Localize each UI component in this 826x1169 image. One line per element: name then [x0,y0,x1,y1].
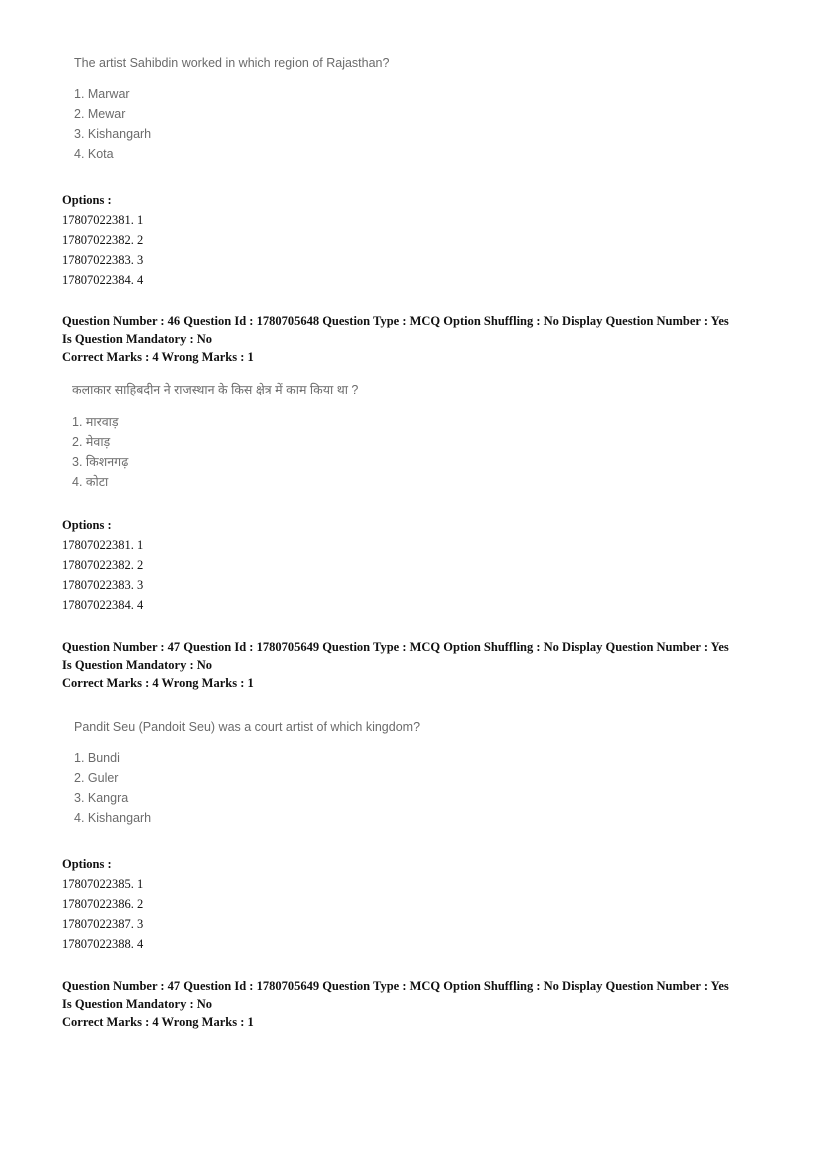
marks-line: Correct Marks : 4 Wrong Marks : 1 [62,1015,254,1029]
option-id: 17807022386. 2 [62,897,144,911]
options-label: Options : [62,857,112,871]
question-meta [62,312,782,366]
option-id: 17807022385. 1 [62,877,144,891]
option-id: 17807022382. 2 [62,558,144,572]
option-id: 17807022381. 1 [62,213,144,227]
choice-item: 4. कोटा [72,475,109,489]
question-text: The artist Sahibdin worked in which region of Rajasthan? [74,56,390,70]
choice-item: 3. Kangra [74,791,129,805]
options-list [62,515,143,615]
option-id: 17807022387. 3 [62,917,144,931]
marks-line: Correct Marks : 4 Wrong Marks : 1 [62,350,254,364]
question-image [74,56,389,164]
choice-item: 3. किशनगढ़ [72,455,129,469]
question-text: Pandit Seu (Pandoit Seu) was a court artist of which kingdom? [74,720,421,734]
choice-item: 2. Guler [74,771,119,785]
question-meta [62,977,782,1031]
option-id: 17807022381. 1 [62,538,144,552]
mandatory-line: Is Question Mandatory : No [62,332,213,346]
choice-item: 1. मारवाड़ [72,415,119,429]
option-id: 17807022384. 4 [62,598,144,612]
option-id: 17807022384. 4 [62,273,144,287]
question-meta-line: Question Number : 47 Question Id : 1780705649 Question Type : MCQ Option Shuffling : No Display Question Number : Yes [62,979,729,993]
options-label: Options : [62,193,112,207]
marks-line: Correct Marks : 4 Wrong Marks : 1 [62,676,254,690]
question-meta-line: Question Number : 47 Question Id : 1780705649 Question Type : MCQ Option Shuffling : No Display Question Number : Yes [62,640,729,654]
question-image [72,381,358,492]
choice-item: 2. मेवाड़ [72,435,111,449]
mandatory-line: Is Question Mandatory : No [62,658,213,672]
question-image [74,720,420,828]
option-id: 17807022383. 3 [62,578,144,592]
option-id: 17807022388. 4 [62,937,144,951]
choice-list [74,748,420,828]
choice-item: 4. Kishangarh [74,811,152,825]
options-list [62,854,143,954]
question-meta-line: Question Number : 46 Question Id : 1780705648 Question Type : MCQ Option Shuffling : No Display Question Number : Yes [62,314,729,328]
option-id: 17807022382. 2 [62,233,144,247]
question-meta [62,638,782,692]
mandatory-line: Is Question Mandatory : No [62,997,213,1011]
choice-item: 4. Kota [74,147,114,161]
option-id: 17807022383. 3 [62,253,144,267]
options-list [62,190,143,290]
question-text: कलाकार साहिबदीन ने राजस्थान के किस क्षेत्र में काम किया था ? [72,383,359,397]
choice-list [74,84,389,164]
choice-item: 1. Marwar [74,87,130,101]
choice-item: 1. Bundi [74,751,120,765]
choice-item: 2. Mewar [74,107,126,121]
choice-list [72,412,358,492]
choice-item: 3. Kishangarh [74,127,152,141]
options-label: Options : [62,518,112,532]
